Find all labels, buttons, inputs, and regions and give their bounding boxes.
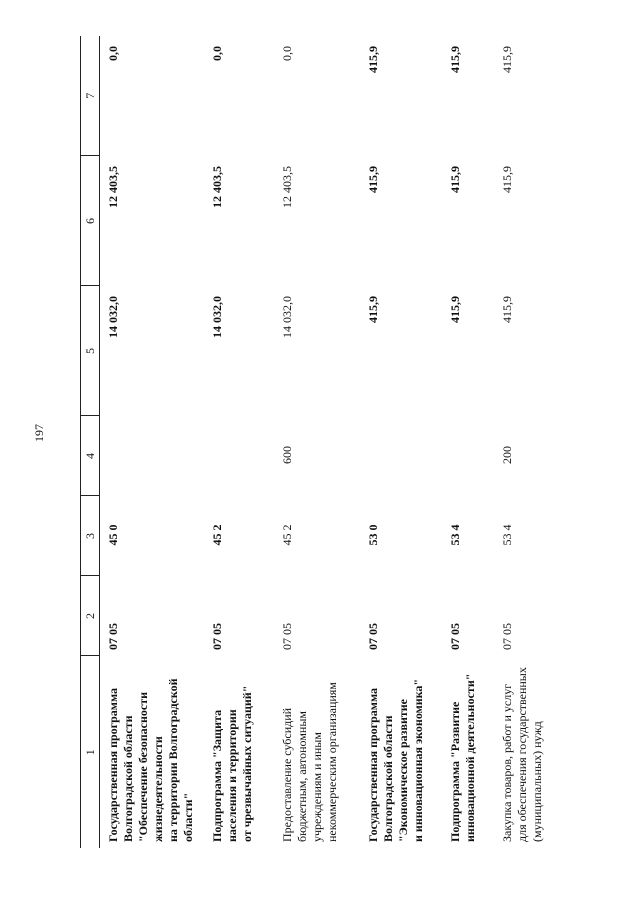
- target-article-code: 45 0: [106, 524, 120, 546]
- column-header: 2: [81, 576, 100, 656]
- expense-type-code: [100, 416, 204, 496]
- row-name-line: от чрезвычайных ситуаций": [239, 685, 254, 842]
- row-name-line: бюджетным, автономным: [294, 711, 309, 842]
- row-name-line: "Экономическое развитие: [395, 698, 410, 842]
- amount-col-6: 12 403,5: [106, 166, 120, 208]
- column-header: 6: [81, 156, 100, 286]
- budget-table: [80, 36, 572, 848]
- column-header: 5: [81, 286, 100, 416]
- target-article-code: 45 2: [209, 524, 224, 546]
- row-name-line: некоммерческим организациям: [324, 682, 339, 842]
- row-name-line: и инновационная экономика": [410, 678, 425, 842]
- amount-col-5: 14 032,0: [279, 296, 294, 338]
- row-name-line: на территории Волгоградской: [166, 678, 180, 842]
- row-name-line: Предоставление субсидий: [279, 707, 294, 842]
- amount-col-7: 415,9: [499, 46, 514, 73]
- row-name: [100, 656, 204, 848]
- table-row: [360, 36, 442, 848]
- row-name: [360, 656, 442, 848]
- column-header: 1: [81, 656, 100, 848]
- row-name: [274, 656, 360, 848]
- amount-col-7: 0,0: [106, 46, 120, 61]
- amount-col-5: 415,9: [447, 296, 462, 323]
- row-name-line: населения и территории: [224, 709, 239, 842]
- row-name-line: области": [181, 792, 195, 842]
- amount-col-6: 12 403,5: [209, 166, 224, 208]
- section-code: 07 05: [106, 623, 120, 650]
- amount-col-7: 415,9: [447, 46, 462, 73]
- amount-col-6: 415,9: [447, 166, 462, 193]
- row-name-line: Подпрограмма "Развитие: [447, 701, 462, 842]
- amount-col-6: 12 403,5: [279, 166, 294, 208]
- row-name: [204, 656, 274, 848]
- amount-col-5: 415,9: [365, 296, 380, 323]
- table-row: [100, 36, 204, 848]
- expense-type-code: [442, 416, 494, 496]
- row-name: [442, 656, 494, 848]
- column-header: 7: [81, 36, 100, 156]
- row-name-line: (муниципальных) нужд: [529, 721, 544, 842]
- amount-col-7: 0,0: [279, 46, 294, 61]
- target-article-code: 53 0: [365, 524, 380, 546]
- row-name-line: учреждениям и иным: [309, 732, 324, 842]
- row-name-line: "Обеспечение безопасности: [136, 691, 150, 842]
- amount-col-5: 415,9: [499, 296, 514, 323]
- row-name-line: жизнедеятельности: [151, 736, 165, 842]
- table-row: [274, 36, 360, 848]
- section-code: 07 05: [499, 623, 514, 650]
- row-name-line: Закупка товаров, работ и услуг: [499, 683, 514, 842]
- column-header: 3: [81, 496, 100, 576]
- row-name-line: Волгоградской области: [121, 715, 135, 842]
- row-name-line: инновационной деятельности": [462, 673, 477, 842]
- target-article-code: 53 4: [447, 524, 462, 546]
- amount-col-5: 14 032,0: [209, 296, 224, 338]
- row-name-line: Волгоградской области: [380, 715, 395, 842]
- row-name-line: для обеспечения государственных: [514, 667, 529, 842]
- header-row: [81, 36, 100, 848]
- target-article-code: 53 4: [499, 524, 514, 546]
- section-code: 07 05: [447, 623, 462, 650]
- target-article-code: 45 2: [279, 524, 294, 546]
- amount-col-5: 14 032,0: [106, 296, 120, 338]
- expense-type-code: [204, 416, 274, 496]
- amount-col-6: 415,9: [499, 166, 514, 193]
- table-row: [204, 36, 274, 848]
- row-name-line: Государственная программа: [365, 687, 380, 842]
- amount-col-6: 415,9: [365, 166, 380, 193]
- expense-type-code: 200: [499, 446, 514, 464]
- page-number: 197: [32, 424, 46, 442]
- expense-type-code: [360, 416, 442, 496]
- row-name-line: Государственная программа: [106, 687, 120, 842]
- budget-table-container: [80, 36, 600, 848]
- row-name-line: Подпрограмма "Защита: [209, 709, 224, 842]
- expense-type-code: 600: [279, 446, 294, 464]
- table-row: [442, 36, 494, 848]
- row-name: [494, 656, 572, 848]
- amount-col-7: 415,9: [365, 46, 380, 73]
- table-row: [494, 36, 572, 848]
- amount-col-7: 0,0: [209, 46, 224, 61]
- column-header: 4: [81, 416, 100, 496]
- section-code: 07 05: [209, 623, 224, 650]
- section-code: 07 05: [365, 623, 380, 650]
- section-code: 07 05: [279, 623, 294, 650]
